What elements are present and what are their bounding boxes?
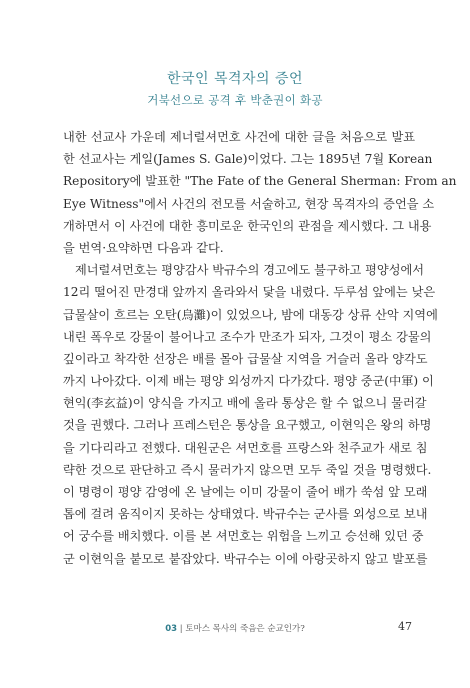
text-line: 제너럴셔먼호는 평양감사 박규수의 경고에도 불구하고 평양성에서 (75, 263, 425, 278)
text-line: 한 선교사는 게일(James S. Gale)이었다. 그는 1895년 7월 Korean (63, 152, 433, 167)
page-number: 47 (398, 620, 412, 633)
text-line: 깊이라고 착각한 선장은 배를 몰아 급물살 지역을 거슬러 올라 양각도 (63, 351, 428, 366)
paragraph-2 (63, 259, 438, 570)
text-line: Eye Witness"에서 사건의 전모를 서술하고, 현장 목격자의 증언을 소 (63, 196, 435, 211)
text-line: 까지 나아갔다. 이제 배는 평양 외성까지 다가갔다. 평양 중군(中軍) 이 (63, 374, 434, 389)
text-line: 략한 것으로 판단하고 즉시 물러가지 않으면 모두 죽일 것을 명령했다. (63, 462, 432, 477)
text-line: 어 궁수를 배치했다. 이를 본 셔먼호는 위험을 느끼고 승선해 있던 중 (63, 529, 424, 544)
text-line: 개하면서 이 사건에 대한 흥미로운 한국인의 관점을 제시했다. 그 내용 (63, 218, 432, 233)
text-line: 이 명령이 평양 감영에 온 날에는 이미 강물이 줄어 배가 쑥섬 앞 모래 (63, 485, 428, 499)
text-line: 을 번역·요약하면 다음과 같다. (63, 240, 224, 255)
section-subtitle: 거북선으로 공격 후 박춘권이 화공 (147, 93, 323, 107)
footer-separator: | (177, 624, 186, 634)
text-line: 톱에 걸려 움직이지 못하는 상태였다. 박규수는 군사를 외성으로 보내 (63, 507, 428, 522)
text-line: 내린 폭우로 강물이 불어나고 조수가 만조가 되자, 그것이 평소 강물의 (63, 329, 432, 344)
text-line: 급물살이 흐르는 오탄(烏灘)이 있었으나, 밤에 대동강 상류 산악 지역에 (63, 307, 438, 322)
text-line: 군 이현익을 붙모로 붙잡았다. 박규수는 이에 아랑곳하지 않고 발포를 (63, 551, 428, 566)
page-footer (0, 620, 470, 636)
text-line: 내한 선교사 가운데 제너럴셔먼호 사건에 대한 글을 처음으로 발표 (63, 130, 415, 144)
text-line: Repository에 발표한 "The Fate of the General Sherman: From an (63, 174, 457, 189)
text-line: 을 기다리라고 전했다. 대원군은 셔먼호를 프랑스와 천주교가 새로 침 (63, 440, 428, 455)
chapter-number: 03 (165, 624, 178, 634)
chapter-title: 토마스 목사의 죽음은 순교인가? (185, 624, 305, 634)
text-line: 현익(李玄益)이 양식을 가지고 배에 올라 통상은 할 수 없으니 물러갈 (63, 396, 427, 411)
text-line: 12리 떨어진 만경대 앞까지 올라와서 닻을 내렸다. 두루섬 앞에는 낮은 (63, 285, 436, 300)
text-line: 것을 권했다. 그러나 프레스턴은 통상을 요구했고, 이현익은 왕의 하명 (63, 418, 432, 433)
body-text (63, 126, 457, 570)
section-title: 한국인 목격자의 증언 (166, 71, 304, 87)
paragraph-1 (63, 126, 457, 259)
